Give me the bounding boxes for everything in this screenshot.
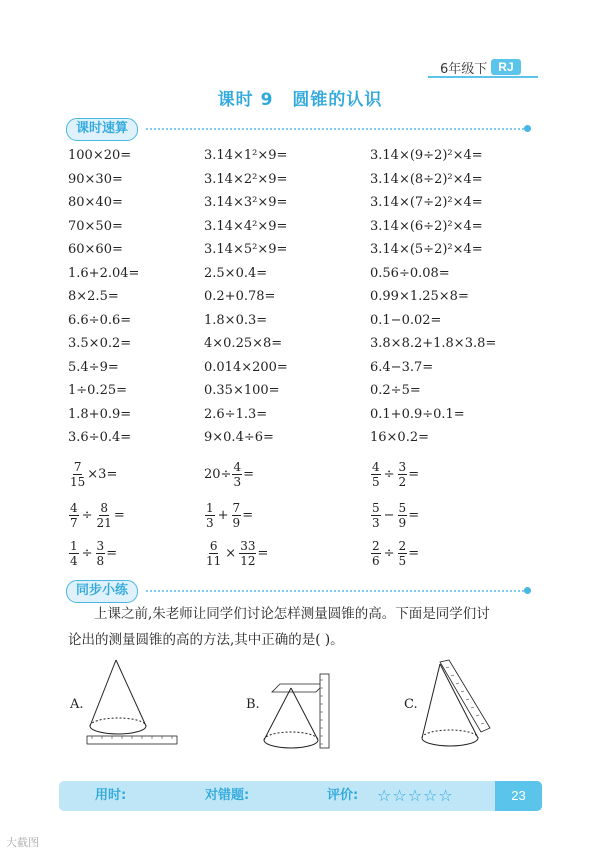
calc-expr: 4×0.25×8= (204, 336, 283, 351)
calc-expr: 90×30= (68, 171, 123, 187)
calc-expr: 3.14×3²×9= (204, 195, 288, 210)
calc-expr: 16×0.2= (370, 430, 430, 445)
option-b-label: B. (246, 697, 260, 712)
calc-expr: 3.14×5²×9= (204, 242, 288, 257)
fraction-expr: $\frac{2}{6}$ ÷ $\frac{2}{5}$ = (372, 539, 420, 568)
calc-expr: 60×60= (68, 242, 123, 257)
calc-expr: 0.35×100= (204, 383, 280, 398)
fraction-expr: $\frac{4}{7}$ ÷ $\frac{8}{21}$ = (70, 501, 125, 530)
calc-expr: 2.5×0.4= (204, 265, 268, 281)
time-label: 用时: (95, 788, 127, 803)
calc-expr: 0.1+0.9÷0.1= (370, 406, 465, 422)
section-dot (524, 125, 531, 132)
calc-expr: 8×2.5= (68, 289, 119, 304)
rating-label: 评价: (327, 788, 359, 803)
errors-label: 对错题: (205, 788, 250, 803)
calc-expr: 9×0.4÷6= (204, 430, 274, 445)
fraction-expr: $\frac{7}{15}$ ×3= (70, 460, 118, 489)
fraction-expr: $\frac{5}{3}$ − $\frac{5}{9}$ = (372, 501, 420, 530)
calc-expr: 70×50= (68, 218, 123, 234)
fraction-expr: $\frac{4}{5}$ ÷ $\frac{3}{2}$ = (372, 460, 420, 489)
fraction-expr: 20÷ $\frac{4}{3}$ = (204, 460, 254, 489)
grade-label (440, 57, 521, 77)
calc-expr: 6.6÷0.6= (68, 312, 132, 328)
calc-expr: 1.6+2.04= (68, 265, 140, 281)
calc-expr: 3.14×(9÷2)²×4= (370, 148, 483, 163)
fraction-expr: $\frac{1}{3}$ + $\frac{7}{9}$ = (206, 501, 254, 530)
calc-expr: 3.8×8.2+1.8×3.8= (370, 336, 497, 351)
section-quick-calc: 课时速算 (66, 118, 138, 141)
calc-expr: 3.6÷0.4= (68, 430, 132, 445)
calc-expr: 3.14×(8÷2)²×4= (370, 171, 483, 187)
calc-expr: 3.14×4²×9= (204, 218, 288, 234)
problem-line-1: 上课之前,朱老师让同学们讨论怎样测量圆锥的高。下面是同学们讨 (94, 606, 490, 622)
cone-diagram-a (84, 658, 180, 750)
footer-bar (59, 781, 542, 811)
fraction-expr: $\frac{6}{11}$ × $\frac{33}{12}$ = (206, 539, 269, 568)
calc-expr: 3.14×1²×9= (204, 148, 288, 163)
section-practice: 同步小练 (66, 580, 138, 603)
calc-expr: 3.14×(6÷2)²×4= (370, 218, 483, 234)
calc-expr: 0.2÷5= (370, 383, 421, 398)
calc-expr: 1.8+0.9= (68, 406, 132, 422)
calc-expr: 0.99×1.25×8= (370, 289, 469, 304)
page-title (0, 85, 600, 110)
cone-diagram-c (418, 658, 496, 758)
lesson-number: 课时 9 (217, 90, 274, 110)
calc-expr: 1.8×0.3= (204, 312, 268, 328)
calc-expr: 80×40= (68, 195, 123, 210)
page-number: 23 (495, 781, 542, 811)
grade-text: 6年级下 (440, 61, 488, 77)
cone-diagram-b (258, 664, 340, 756)
section-divider (146, 128, 524, 130)
option-a-label: A. (70, 697, 84, 712)
calc-expr: 3.14×(5÷2)²×4= (370, 242, 483, 257)
watermark: 大截图 (6, 836, 39, 849)
calc-expr: 0.2+0.78= (204, 289, 276, 304)
calc-expr: 0.1−0.02= (370, 312, 442, 328)
calc-expr: 5.4÷9= (68, 359, 119, 375)
calc-expr: 0.56÷0.08= (370, 265, 450, 281)
option-c-label: C. (404, 697, 418, 712)
problem-text (68, 601, 538, 653)
section-dot (524, 587, 531, 594)
fraction-expr: $\frac{1}{4}$ ÷ $\frac{3}{8}$ = (70, 539, 118, 568)
calc-expr: 6.4−3.7= (370, 359, 434, 375)
rating-stars: ☆☆☆☆☆ (377, 786, 454, 805)
calc-expr: 100×20= (68, 148, 132, 163)
edition-badge: RJ (491, 59, 520, 75)
calc-expr: 3.5×0.2= (68, 336, 132, 351)
header-divider (428, 76, 538, 78)
calc-expr: 0.014×200= (204, 359, 288, 375)
calc-expr: 1÷0.25= (68, 383, 128, 398)
calc-expr: 2.6÷1.3= (204, 406, 268, 422)
section-divider (146, 590, 524, 592)
problem-line-2: 论出的测量圆锥的高的方法,其中正确的是( )。 (68, 632, 344, 648)
lesson-topic: 圆锥的认识 (292, 90, 383, 110)
calc-expr: 3.14×(7÷2)²×4= (370, 195, 483, 210)
calc-expr: 3.14×2²×9= (204, 171, 288, 187)
